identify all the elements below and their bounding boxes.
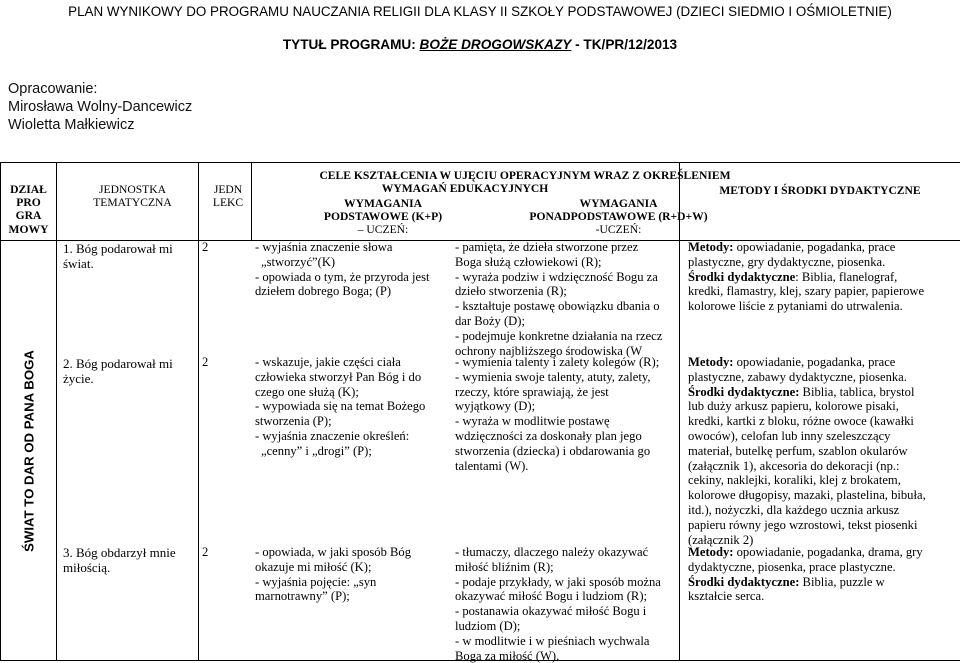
basic-requirements-2: - wskazuje, jakie części ciała człowieka stworzył Pan Bóg i do czego one służą (K); - wypowiada się na temat Bożego stworzenia (P); - wyjaśnia znaczenie określeń: „cenny” i „drogi” (P); xyxy=(255,355,425,459)
methods-line xyxy=(688,385,926,400)
basic-requirements-1: - wyjaśnia znaczenie słowa „stworzyć”(K) - opowiada o tym, że przyroda jest dziełem dobrego Boga; (P) xyxy=(255,240,430,299)
methods-line xyxy=(688,589,923,604)
lesson-hours-3: 2 xyxy=(202,545,208,560)
methods-line xyxy=(688,545,923,560)
header-ponad-uczen: -UCZEŃ: xyxy=(507,223,730,236)
methods-text: papieru równy jego wzrostowi, tekst piosenki xyxy=(688,518,917,532)
methods-text: kolorowe długopisy, mazaki, plastelina, bibuła, xyxy=(688,488,926,502)
methods-text: dydaktyczne, piosenka, prace plastyczne. xyxy=(688,560,896,574)
methods-text: itd.), nożyczki, dla każdego ucznia arkusz xyxy=(688,503,899,517)
methods-line xyxy=(688,370,926,385)
methods-line xyxy=(688,270,924,285)
methods-text: materiał, butelkę perfum, szablon okularów xyxy=(688,444,908,458)
methods-line xyxy=(688,459,926,474)
author-name: Wioletta Małkiewicz xyxy=(8,117,135,133)
methods-text: Biblia, tablica, brystol xyxy=(799,385,914,399)
program-title xyxy=(0,37,960,52)
lesson-hours-1: 2 xyxy=(202,240,208,255)
methods-block-2 xyxy=(688,355,926,547)
methods-block-1 xyxy=(688,240,924,314)
program-suffix: - TK/PR/12/2013 xyxy=(571,37,677,52)
plan-table xyxy=(0,162,960,661)
authors-label: Opracowanie: xyxy=(8,81,97,97)
methods-line xyxy=(688,284,924,299)
methods-text: opowiadanie, pogadanka, prace xyxy=(733,355,895,369)
author-name: Mirosława Wolny-Dancewicz xyxy=(8,99,192,115)
methods-line xyxy=(688,575,923,590)
methods-line xyxy=(688,473,926,488)
methods-text: owoców), celofan lub inny szeleszczący xyxy=(688,429,890,443)
header-podst-sub: PODSTAWOWE (K+P) xyxy=(308,210,458,223)
topics-cell xyxy=(57,241,199,661)
methods-text: cekiny, naklejki, koraliki, klej z brokatem, xyxy=(688,473,901,487)
methods-label: Środki dydaktyczne: xyxy=(688,575,799,589)
methods-text: kształcie serca. xyxy=(688,589,764,603)
methods-line xyxy=(688,399,926,414)
methods-label: Środki dydaktyczne xyxy=(688,270,795,284)
header-jednostka: JEDNOSTKA TEMATYCZNA xyxy=(57,163,199,241)
methods-line xyxy=(688,414,926,429)
methods-text: (załącznik 1), akcesoria do dekoracji (np.: xyxy=(688,459,900,473)
extended-requirements-3: - tłumaczy, dlaczego należy okazywać miłość bliźnim (R); - podaje przykłady, w jaki sposób można okazywać miłość Bogu i ludziom (R); - postanawia okazywać miłość Bogu i ludziom (D); - w modlitwie i w pieśniach wychwala Boga za miłość (W). xyxy=(455,545,661,663)
cele-region xyxy=(199,241,680,661)
methods-text: kredki, kartki z bloku, różne owoce (kawałki xyxy=(688,414,914,428)
header-jedn-lekc: JEDN LEKC xyxy=(199,163,252,241)
header-ponad-title: WYMAGANIA xyxy=(507,197,730,210)
header-podst-uczen: – UCZEŃ: xyxy=(308,223,458,236)
methods-label: Środki dydaktyczne: xyxy=(688,385,799,399)
table-header-row xyxy=(1,163,960,241)
table-body-row xyxy=(1,241,960,661)
methods-line xyxy=(688,503,926,518)
header-cele: CELE KSZTAŁCENIA W UJĘCIU OPERACYJNYM WRAZ Z OKREŚLENIEM WYMAGAŃ EDUKACYJNYCH WYMAGANIA PODSTAWOWE (K+P) – UCZEŃ: WYMAGANIA PONADPODSTAWOWE (R+D+W) -UCZEŃ: xyxy=(252,163,680,241)
methods-line xyxy=(688,355,926,370)
dzial-cell xyxy=(1,241,57,661)
methods-line xyxy=(688,444,926,459)
header-metody: METODY I ŚRODKI DYDAKTYCZNE xyxy=(680,163,960,241)
methods-text: plastyczne, gry dydaktyczne, piosenka. xyxy=(688,255,885,269)
header-dzial: DZIAŁ PRO GRA MOWY xyxy=(1,163,57,241)
lesson-topic-3: 3. Bóg obdarzył mnie miłością. xyxy=(63,546,176,576)
methods-line xyxy=(688,518,926,533)
methods-text: plastyczne, zabawy dydaktyczne, piosenka. xyxy=(688,370,907,384)
methods-text: kolorowe liście z pytaniami do utrwalenia. xyxy=(688,299,903,313)
methods-label: Metody: xyxy=(688,545,733,559)
extended-requirements-2: - wymienia talenty i zalety kolegów (R); - wymienia swoje talenty, atuty, zalety, rzeczy, które sprawiają, że jest wyjątkowy (D); - wyraża w modlitwie postawę wdzięczności za doskonały plan jego stworzenia (dziecka) i obdarowania go talentami (W). xyxy=(455,355,659,473)
methods-text: lub duży arkusz papieru, kolorowe pisaki, xyxy=(688,399,899,413)
methods-label: Metody: xyxy=(688,240,733,254)
methods-text: (załącznik 2) xyxy=(688,533,753,547)
header-podst-title: WYMAGANIA xyxy=(308,197,458,210)
program-name: BOŻE DROGOWSKAZY xyxy=(420,37,572,52)
page-title: PLAN WYNIKOWY DO PROGRAMU NAUCZANIA RELIGII DLA KLASY II SZKOŁY PODSTAWOWEJ (DZIECI SIEDMIO I OŚMIOLETNIE) xyxy=(0,4,960,19)
methods-line xyxy=(688,429,926,444)
methods-line xyxy=(688,255,924,270)
methods-cell xyxy=(680,241,960,661)
methods-line xyxy=(688,240,924,255)
methods-text: opowiadanie, pogadanka, drama, gry xyxy=(733,545,922,559)
methods-line xyxy=(688,560,923,575)
extended-requirements-1: - pamięta, że dzieła stworzone przez Boga służą człowiekowi (R); - wyraża podziw i wdzięczność Bogu za dzieło stworzenia (R); - kształtuje postawę obowiązku dbania o dar Boży (D); - podejmuje konkretne działania na rzecz ochrony najbliższego środowiska (W xyxy=(455,240,662,358)
methods-text: : Biblia, flanelograf, xyxy=(795,270,897,284)
basic-requirements-3: - opowiada, w jaki sposób Bóg okazuje mi miłość (K); - wyjaśnia pojęcie: „syn marnotrawny” (P); xyxy=(255,545,411,604)
program-prefix: TYTUŁ PROGRAMU: xyxy=(283,37,420,52)
methods-text: Biblia, puzzle w xyxy=(799,575,884,589)
lesson-topic-2: 2. Bóg podarował mi życie. xyxy=(63,357,173,387)
methods-text: opowiadanie, pogadanka, prace xyxy=(733,240,895,254)
methods-label: Metody: xyxy=(688,355,733,369)
methods-line xyxy=(688,299,924,314)
methods-block-3 xyxy=(688,545,923,604)
methods-line xyxy=(688,488,926,503)
methods-text: kredki, flamastry, klej, szary papier, papierowe xyxy=(688,284,924,298)
lesson-hours-2: 2 xyxy=(202,355,208,370)
header-ponad-sub: PONADPODSTAWOWE (R+D+W) xyxy=(507,210,730,223)
lesson-topic-1: 1. Bóg podarował mi świat. xyxy=(63,242,173,272)
dzial-name: ŚWIAT TO DAR OD PANA BOGA xyxy=(21,350,36,552)
